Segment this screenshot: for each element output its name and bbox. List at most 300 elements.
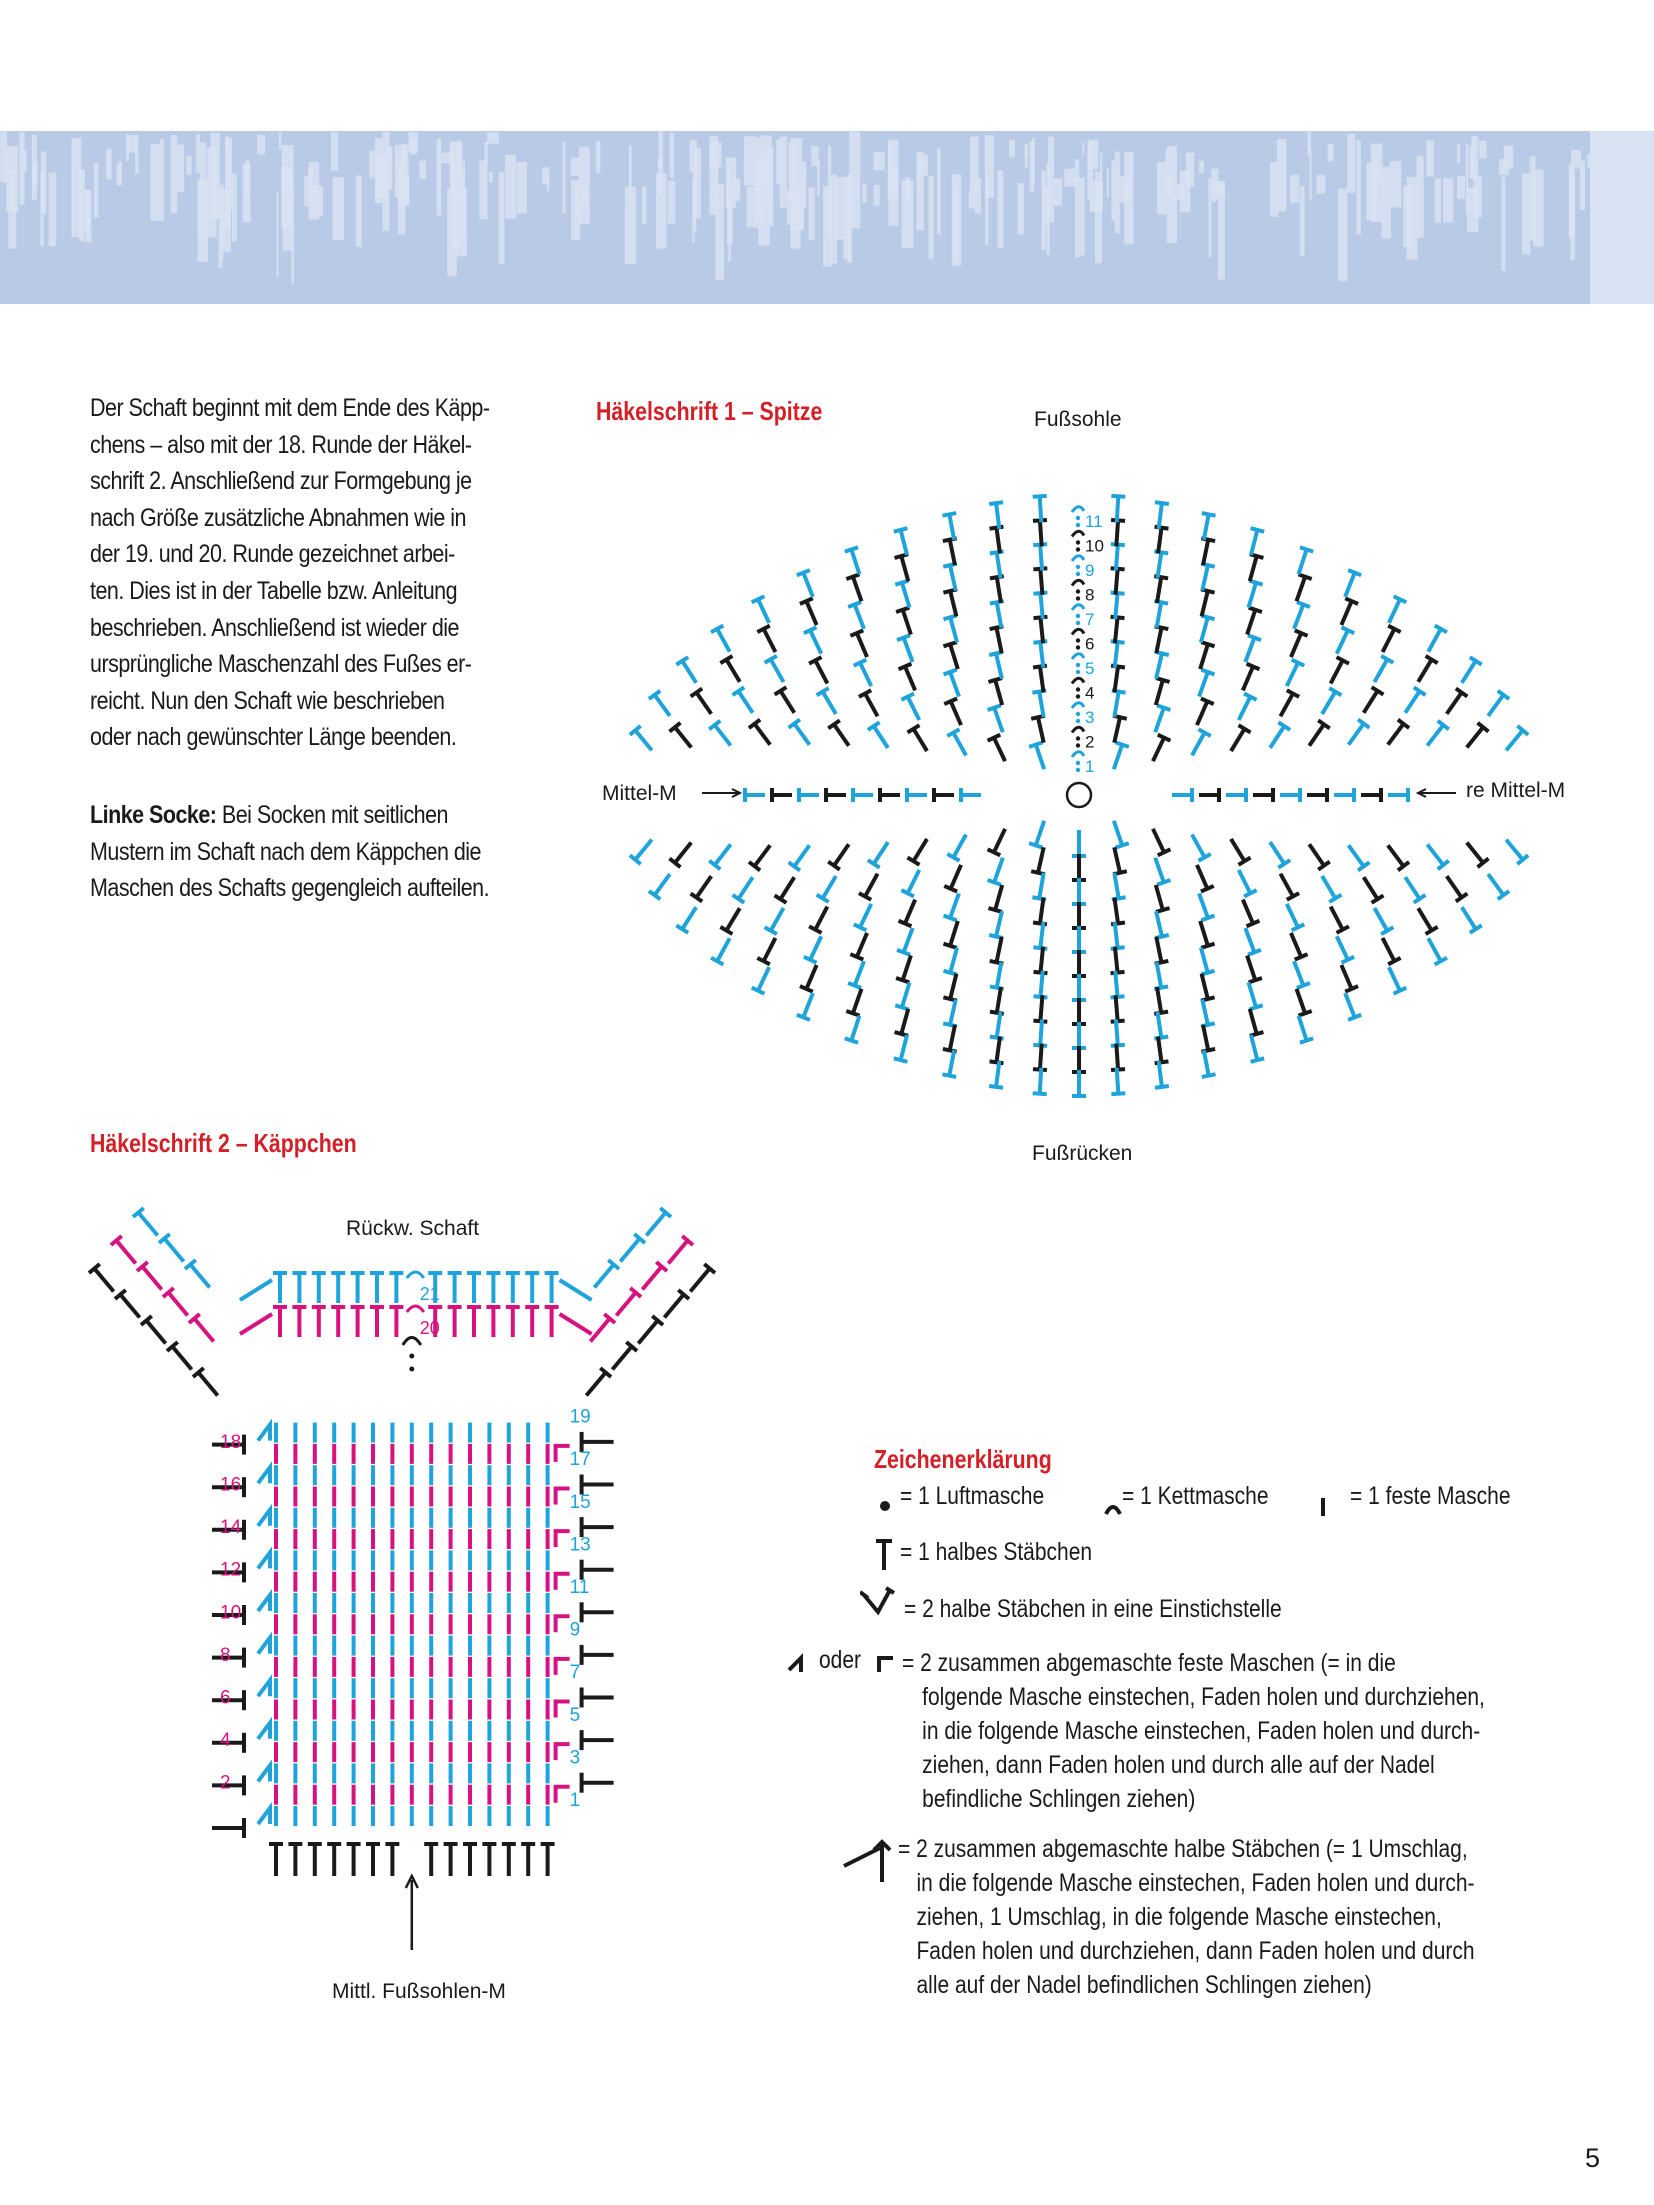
chart1-lower-stitch (943, 946, 963, 975)
chart1-lower-stitch (854, 901, 878, 930)
chart1-lower-stitch (670, 838, 697, 867)
page-number: 5 (1585, 2143, 1601, 2173)
chart1-upper-stitch (943, 538, 962, 566)
chart1-upper-stitch (757, 626, 781, 656)
sc2tog-mark (258, 1808, 270, 1824)
chart1-upper-stitch (1033, 641, 1050, 668)
round-20-hdc (351, 1307, 365, 1337)
right-wing-hdc (581, 1368, 611, 1400)
chain-dot (1076, 645, 1080, 649)
chart1-label-left: Mittel-M (602, 782, 677, 805)
chart1-label-bottom: Fußrücken (1032, 1142, 1133, 1165)
chart1-upper-stitch (1482, 691, 1509, 720)
chart1-lower-stitch (894, 1033, 914, 1062)
slip-stitch-icon (1106, 1507, 1120, 1514)
chart1-upper-stitch (800, 598, 823, 627)
foundation-hdc (521, 1844, 535, 1876)
intro-line: der 19. und 20. Runde gezeichnet arbei- (90, 540, 455, 569)
chart1-upper-stitch (809, 657, 833, 687)
chart1-upper-stitch (1412, 656, 1437, 685)
chart1-lower-stitch (1368, 905, 1393, 935)
chart1-upper-stitch (990, 551, 1008, 579)
round-20-hdc (525, 1307, 539, 1337)
chart1-upper-stitch (1290, 574, 1312, 603)
chart1-upper-stitch (670, 723, 697, 752)
chart1-upper-stitch (1292, 547, 1313, 576)
round-number: 6 (1085, 634, 1095, 654)
chart1-upper-stitch (1358, 687, 1384, 716)
chart1-lower-stitch (1108, 946, 1125, 973)
left-wing-hdc (89, 1264, 119, 1296)
chart1-lower-stitch (1029, 819, 1051, 848)
round-21-hdc (486, 1273, 500, 1303)
chart1-upper-stitch (988, 678, 1009, 707)
foundation-hdc (366, 1844, 380, 1876)
left-sock-label: Linke Socke: (90, 801, 217, 829)
chart1-lower-stitch (1287, 959, 1309, 988)
chart1-upper-stitch (1225, 725, 1250, 754)
chart1-lower-stitch (943, 972, 963, 1001)
chart1-middle-stitch (1361, 788, 1381, 802)
intro-line: oder nach gewünschter Länge beenden. (90, 723, 457, 752)
chart1-lower-stitch (990, 1036, 1007, 1064)
hdc2tog-icon (844, 1842, 890, 1882)
chart1-upper-stitch (1029, 742, 1051, 771)
legend-line: befindliche Schlingen ziehen) (922, 1785, 1196, 1813)
chart1-upper-stitch (1303, 720, 1329, 749)
chart1-lower-stitch (757, 935, 781, 965)
chart1-upper-stitch (1107, 690, 1125, 718)
chart1-lower-stitch (1422, 840, 1449, 869)
foundation-hdc (424, 1844, 438, 1876)
chart1-lower-stitch (859, 870, 884, 900)
chart1-upper-stitch (894, 528, 914, 557)
chart1-middle-stitch (799, 788, 819, 802)
legend-or-word: oder (819, 1646, 862, 1674)
intro-line: reicht. Nun den Schaft wie beschrieben (90, 686, 445, 715)
chart1-upper-stitch (947, 729, 972, 759)
chart1-lower-stitch (1193, 919, 1214, 948)
foundation-hdc (308, 1844, 322, 1876)
chart1-lower-stitch (908, 835, 933, 864)
chart1-lower-stitch (1292, 1014, 1313, 1043)
chart1-upper-stitch (943, 589, 963, 618)
chart1-upper-stitch (1195, 564, 1214, 592)
chart1-upper-stitch (1236, 664, 1259, 693)
chart1-upper-stitch (797, 570, 820, 599)
round-21-hdc (506, 1273, 520, 1303)
chart1-lower-stitch (749, 841, 776, 870)
round-20-hdc (370, 1307, 384, 1337)
legend-sc2tog-text (902, 1646, 1485, 1816)
chart1-lower-stitch (1324, 903, 1348, 933)
chart1-lower-stitch (895, 1007, 915, 1036)
legend-line: in die folgende Masche einstechen, Faden holen und durch- (922, 1717, 1481, 1745)
chart1-upper-stitch (990, 601, 1008, 629)
chart1-lower-stitch (649, 870, 676, 899)
sc2tog-mark (556, 1446, 570, 1462)
foundation-hdc (541, 1844, 555, 1876)
chart1-upper-stitch (709, 721, 736, 750)
legend-chain-text: = 1 Luftmasche (900, 1482, 1045, 1510)
sc2tog-mark (258, 1765, 270, 1781)
chart1-lower-stitch (942, 1049, 961, 1077)
chart1-upper-stitch (988, 705, 1010, 734)
sc2tog-mark (556, 1787, 570, 1803)
chart1-lower-stitch (1031, 846, 1050, 874)
round-21-hdc (545, 1273, 559, 1303)
round-20-hdc (545, 1307, 559, 1337)
right-wing-hdc (685, 1264, 715, 1296)
chart1-lower-stitch (1441, 872, 1467, 901)
legend-hdc-text: = 1 halbes Stäbchen (900, 1538, 1093, 1566)
chart1-upper-stitch (1422, 625, 1447, 655)
chart1-lower-stitch (1149, 855, 1171, 884)
chart1-lower-stitch (676, 903, 702, 932)
round-label-right: 13 (569, 1534, 591, 1556)
chart2-diagram (0, 1150, 800, 1990)
chart1-lower-stitch (1335, 962, 1358, 991)
chart1-upper-stitch (1330, 627, 1354, 656)
intro-line: nach Größe zusätzliche Abnahmen wie in (90, 503, 466, 532)
sc2tog-mark (556, 1744, 570, 1760)
intro-line: schrift 2. Anschließend zur Formgebung je (90, 467, 472, 496)
left-wing-hdc (159, 1234, 189, 1266)
round-number: 7 (1085, 610, 1095, 629)
chart1-lower-stitch (943, 919, 964, 948)
hdc2tog-right (560, 1280, 592, 1300)
chart1-lower-stitch (1108, 897, 1125, 925)
chart1-middle-stitch (745, 788, 765, 802)
round-number: 10 (1085, 536, 1104, 556)
legend-line: alle auf der Nadel befindlichen Schlingen ziehen) (916, 1971, 1372, 1999)
chart1-upper-stitch (943, 564, 962, 592)
chart1-upper-stitch (1149, 678, 1170, 707)
round-label-right: 5 (569, 1704, 581, 1726)
chart1-lower-stitch (1316, 872, 1341, 902)
chart1-upper-stitch (711, 625, 736, 655)
chain-dot (1076, 663, 1080, 667)
chart1-lower-stitch (944, 862, 967, 891)
sc2tog-mark (556, 1616, 570, 1632)
left-wing-hdc (193, 1368, 223, 1400)
chart1-upper-stitch (990, 576, 1008, 604)
left-wing-hdc (163, 1288, 193, 1320)
chart1-upper-stitch (649, 691, 676, 720)
legend-hdc2tog-text (898, 1832, 1475, 2002)
chart1-lower-stitch (691, 872, 717, 901)
chart1-upper-stitch (1324, 657, 1348, 687)
chain-turn-mark (407, 1306, 424, 1312)
chart1-lower-stitch (1194, 946, 1214, 975)
right-wing-hdc (663, 1236, 693, 1268)
round-21-hdc (273, 1273, 287, 1303)
chain-turn-mark (1072, 703, 1084, 708)
chain-dot (1076, 761, 1080, 765)
chart1-lower-stitch (1186, 831, 1211, 861)
chart1-upper-stitch (1243, 554, 1263, 583)
legend-line: = 2 zusammen abgemaschte halbe Stäbchen (= 1 Umschlag, (898, 1835, 1468, 1863)
chart1-upper-stitch (895, 554, 915, 583)
left-wing-hdc (133, 1208, 163, 1240)
foundation-hdc (482, 1844, 496, 1876)
chart1-middle-stitch (1307, 788, 1327, 802)
chain-dot (409, 1367, 414, 1372)
legend-sc-text: = 1 feste Masche (1350, 1482, 1511, 1510)
chart1-upper-stitch (1441, 689, 1467, 718)
chart1-lower-stitch (990, 986, 1008, 1014)
chart1-upper-stitch (1274, 690, 1299, 720)
chart1-middle-stitch (1172, 788, 1192, 802)
chart1-middle-stitch (772, 788, 792, 802)
chart1-lower-stitch (947, 831, 972, 861)
chain-dot (1076, 736, 1080, 740)
chart1-lower-stitch (1232, 867, 1256, 897)
chain-dot (1076, 516, 1080, 520)
left-wing-hdc (189, 1314, 219, 1346)
side-hdc-right (582, 1773, 614, 1793)
chart1-lower-stitch (1501, 835, 1528, 864)
chart1-lower-stitch (817, 872, 842, 902)
chart1-lower-stitch (809, 903, 833, 933)
chart1-lower-stitch (1191, 862, 1214, 891)
chart1-lower-stitch (1236, 897, 1259, 926)
chain-dot (1076, 694, 1080, 698)
chart1-lower-stitch (990, 1011, 1008, 1039)
chain-turn-mark (1072, 727, 1084, 732)
chart1-upper-stitch (720, 656, 745, 685)
chart1-lower-stitch (1195, 998, 1214, 1026)
chart1-lower-stitch (868, 838, 894, 867)
chart1-upper-stitch (1461, 723, 1488, 752)
chain-dot (1076, 743, 1080, 747)
legend-line: ziehen, dann Faden holen und durch alle auf der Nadel (922, 1751, 1435, 1779)
chain-turn-mark (1072, 678, 1084, 683)
chart1-lower-stitch (1150, 986, 1168, 1014)
chart1-lower-stitch (1264, 838, 1290, 867)
chart1-upper-stitch (868, 722, 894, 751)
chart1-lower-stitch (800, 962, 823, 991)
round-label-left: 18 (220, 1431, 242, 1453)
round-number: 9 (1085, 561, 1095, 580)
chart1-middle-stitch (1280, 788, 1300, 802)
chart1-upper-stitch (848, 602, 870, 631)
sc2tog-mark (556, 1574, 570, 1590)
round-20-hdc (273, 1307, 287, 1337)
chart1-lower-stitch (988, 883, 1009, 912)
chain-dot (1076, 687, 1080, 691)
chart1-upper-stitch (733, 687, 759, 716)
chart1-upper-stitch (1335, 598, 1358, 627)
chart1-upper-stitch (1194, 615, 1214, 644)
chain-turn-mark (1072, 556, 1084, 561)
chart1-lower-stitch (1033, 921, 1050, 948)
chart1-label-right: re Mittel-M (1466, 779, 1566, 802)
round-number: 5 (1085, 659, 1095, 678)
left-wing-hdc (167, 1342, 197, 1374)
left-sock-line: Maschen des Schafts gegengleich aufteilen. (90, 874, 490, 903)
right-wing-hdc (615, 1234, 645, 1266)
chain-turn-mark (1072, 752, 1084, 757)
sc2tog-mark (258, 1595, 270, 1611)
chain-turn-mark (403, 1338, 421, 1346)
chart1-upper-stitch (1150, 601, 1168, 629)
chart1-upper-stitch (1152, 502, 1169, 530)
chart1-upper-stitch (988, 735, 1012, 764)
chart1-lower-stitch (899, 897, 922, 926)
left-wing-hdc (111, 1236, 141, 1268)
chart1-upper-stitch (1239, 635, 1261, 664)
chart1-lower-stitch (988, 855, 1010, 884)
chart1-middle-stitch (1334, 788, 1354, 802)
chart1-upper-stitch (1193, 642, 1214, 671)
chart1-middle-stitch (826, 788, 846, 802)
intro-line: ursprüngliche Maschenzahl des Fußes er- (90, 650, 472, 679)
chart1-upper-stitch (943, 615, 963, 644)
foundation-hdc (463, 1844, 477, 1876)
right-wing-hdc (607, 1342, 637, 1374)
chart1-upper-stitch (752, 596, 776, 625)
chart1-lower-stitch (720, 905, 745, 934)
sc2tog-mark (258, 1552, 270, 1568)
sc2tog-mark (556, 1531, 570, 1547)
chart1-lower-stitch (1225, 835, 1250, 864)
chain-dot (1076, 572, 1080, 576)
chart1-lower-stitch (1108, 921, 1125, 948)
chart1-upper-stitch (845, 547, 866, 576)
round-21-hdc (525, 1273, 539, 1303)
chart1-upper-stitch (1151, 551, 1169, 579)
chart1-lower-stitch (1461, 838, 1488, 867)
chart1-lower-stitch (943, 1023, 962, 1051)
chart1-lower-stitch (709, 840, 736, 869)
chart1-lower-stitch (944, 891, 966, 920)
chart1-lower-stitch (1343, 841, 1370, 870)
chart1-lower-stitch (1151, 1011, 1169, 1039)
chart1-lower-stitch (1290, 986, 1312, 1015)
side-hdc-right (582, 1602, 614, 1622)
chart1-middle-stitch (1253, 788, 1273, 802)
chart1-upper-stitch (1422, 721, 1449, 750)
chart1-label-top: Fußsohle (1034, 408, 1122, 431)
chain-turn-mark (1072, 580, 1084, 585)
chain-turn-mark (1072, 507, 1084, 512)
intro-line: beschrieben. Anschließend ist wieder die (90, 613, 459, 642)
chart1-lower-stitch (711, 935, 736, 965)
chain-turn-mark (1072, 629, 1084, 634)
chart1-lower-stitch (848, 959, 870, 988)
chart1-lower-stitch (752, 964, 776, 993)
chart1-upper-stitch (1032, 690, 1050, 718)
chart1-upper-stitch (1031, 716, 1050, 744)
left-wing-hdc (141, 1316, 171, 1348)
foundation-hdc (502, 1844, 516, 1876)
chart1-lower-stitch (1244, 1033, 1264, 1062)
chart1-lower-stitch (1358, 873, 1384, 902)
chart1-upper-stitch (789, 720, 816, 749)
chart1-upper-stitch (1316, 688, 1341, 718)
round-label-right: 3 (569, 1747, 581, 1769)
chain-dot (1076, 523, 1080, 527)
right-wing-hdc (611, 1288, 641, 1320)
chart1-lower-stitch (1107, 819, 1129, 848)
round-number: 8 (1085, 585, 1095, 605)
chart1-middle-stitch (1226, 788, 1246, 802)
round-21-hdc (448, 1273, 462, 1303)
chart1-upper-stitch (1197, 513, 1216, 541)
chain-dot (1076, 719, 1080, 723)
chart1-upper-stitch (1108, 641, 1125, 668)
round-number: 2 (1085, 732, 1095, 752)
chart1-lower-stitch (1280, 901, 1304, 930)
chart1-lower-stitch (897, 926, 919, 955)
chart1-lower-stitch (1149, 883, 1170, 912)
chart1-upper-stitch (1383, 596, 1407, 625)
round-label-left: 10 (220, 1602, 242, 1624)
round-label-left: 6 (220, 1687, 231, 1709)
chart1-upper-stitch (1034, 617, 1051, 644)
round-21-hdc (292, 1273, 306, 1303)
chart1-lower-stitch (1033, 897, 1050, 925)
round-21-hdc (370, 1273, 384, 1303)
chain-dot (1076, 768, 1080, 772)
chart1-lower-stitch (1107, 846, 1126, 874)
chain-turn-mark (1072, 531, 1084, 536)
chart1-upper-stitch (1192, 670, 1214, 699)
round-21-hdc (351, 1273, 365, 1303)
chart1-upper-stitch (859, 690, 884, 720)
foundation-hdc (385, 1844, 399, 1876)
round-label-left: 16 (220, 1474, 242, 1496)
chart1-lower-stitch (1192, 891, 1214, 920)
chart1-upper-stitch (1107, 742, 1129, 771)
left-sock-line: Mustern im Schaft nach dem Käppchen die (90, 837, 481, 866)
chart1-upper-stitch (989, 652, 1009, 681)
chart1-upper-stitch (854, 660, 878, 689)
chart1-upper-stitch (749, 720, 776, 749)
round-label-right: 7 (569, 1662, 581, 1684)
chart1-upper-stitch (1108, 617, 1125, 644)
side-hdc-right (582, 1645, 614, 1665)
round-20-hdc (312, 1307, 326, 1337)
chart1-lower-stitch (1243, 1007, 1263, 1036)
chart1-lower-stitch (1239, 926, 1261, 955)
left-wing-hdc (185, 1260, 215, 1292)
chart1-middle-stitch (1388, 788, 1408, 802)
chart1-upper-stitch (899, 664, 922, 693)
chart1-upper-stitch (1191, 698, 1214, 727)
legend-title: Zeichenerklärung (874, 1444, 1052, 1474)
round-label-right: 17 (569, 1449, 591, 1471)
intro-line: ten. Dies ist in der Tabelle bzw. Anleitung (90, 576, 458, 605)
chart1-upper-stitch (1108, 666, 1125, 694)
chart1-middle-stitch (934, 788, 954, 802)
chain-dot (1076, 547, 1080, 551)
chart1-upper-stitch (1456, 657, 1482, 686)
chart1-upper-stitch (990, 527, 1007, 555)
chart1-upper-stitch (1376, 626, 1400, 656)
chart1-lower-stitch (1242, 980, 1263, 1009)
round-label-left: 4 (220, 1730, 231, 1752)
legend-hdc2tog-symbol (840, 1836, 900, 1886)
round-20-hdc (506, 1307, 520, 1337)
chart1-upper-stitch (1196, 538, 1215, 566)
chart1-upper-stitch (630, 726, 657, 755)
chart1-upper-stitch (1343, 720, 1370, 749)
chart1-lower-stitch (1072, 830, 1086, 856)
chart1-lower-stitch (1152, 1060, 1169, 1088)
left-wing-hdc (115, 1290, 145, 1322)
